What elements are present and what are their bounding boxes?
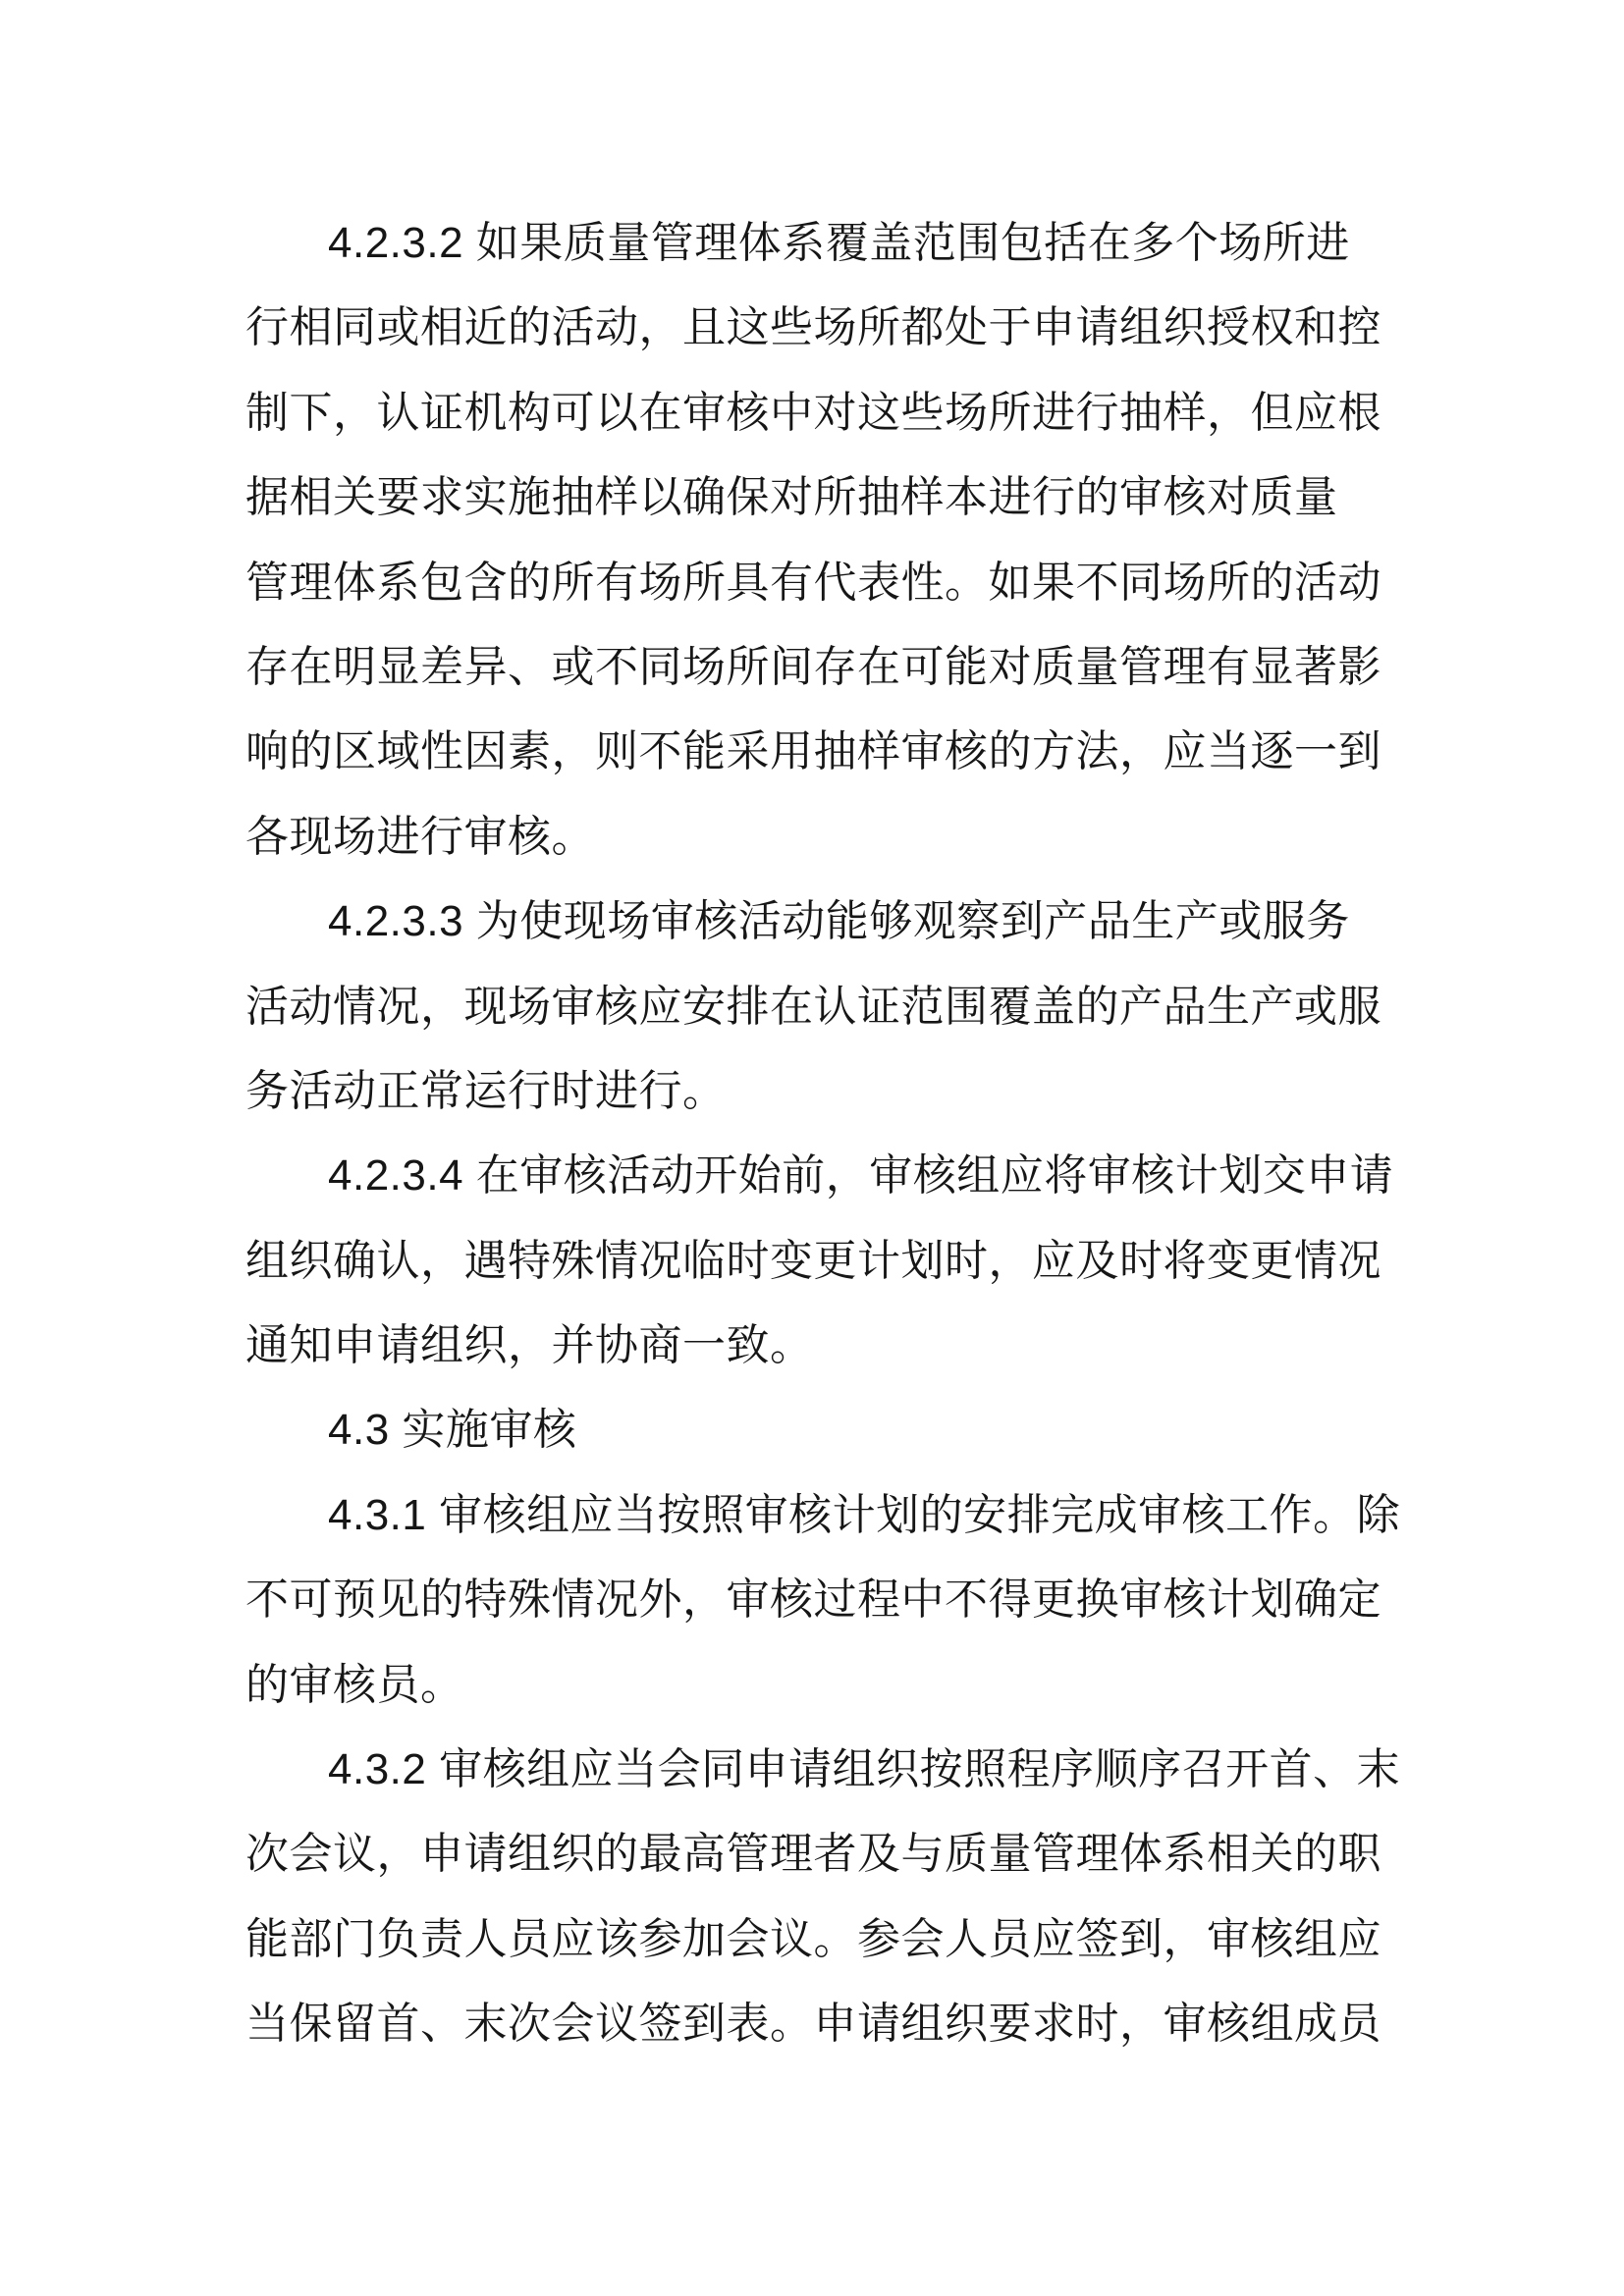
text-line: 4.2.3.4 在审核活动开始前，审核组应将审核计划交申请 [328,1151,1394,1201]
text-line: 组织确认，遇特殊情况临时变更计划时，应及时将变更情况 [245,1236,1381,1285]
text-line: 4.2.3.2 如果质量管理体系覆盖范围包括在多个场所进 [328,219,1350,267]
text-line: 次会议，申请组织的最高管理者及与质量管理体系相关的职 [245,1830,1381,1879]
text-line: 不可预见的特殊情况外，审核过程中不得更换审核计划确定 [245,1575,1381,1625]
text-line: 4.3.2 审核组应当会同申请组织按照程序顺序召开首、末 [328,1745,1401,1794]
text-line: 当保留首、末次会议签到表。申请组织要求时，审核组成员 [245,2000,1381,2049]
text-line: 行相同或相近的活动，且这些场所都处于申请组织授权和控 [245,303,1381,352]
text-line: 的审核员。 [245,1660,464,1709]
text-line: 管理体系包含的所有场所具有代表性。如果不同场所的活动 [245,558,1381,607]
text-line: 响的区域性因素，则不能采用抽样审核的方法，应当逐一到 [245,727,1381,776]
text-line: 存在明显差异、或不同场所间存在可能对质量管理有显著影 [245,642,1381,691]
text-line: 4.3.1 审核组应当按照审核计划的安排完成审核工作。除 [328,1490,1401,1539]
text-line: 各现场进行审核。 [245,812,595,861]
text-line: 务活动正常运行时进行。 [245,1066,727,1115]
text-line: 通知申请组织，并协商一致。 [245,1321,814,1370]
text-line: 据相关要求实施抽样以确保对所抽样本进行的审核对质量 [245,473,1338,522]
text-line: 制下，认证机构可以在审核中对这些场所进行抽样，但应根 [245,388,1381,437]
text-block [245,201,1483,2067]
text-line: 活动情况，现场审核应安排在认证范围覆盖的产品生产或服 [245,982,1381,1031]
text-line: 4.2.3.3 为使现场审核活动能够观察到产品生产或服务 [328,897,1350,946]
text-line: 4.3 实施审核 [328,1406,577,1455]
text-line: 能部门负责人员应该参加会议。参会人员应签到，审核组应 [245,1914,1381,1963]
